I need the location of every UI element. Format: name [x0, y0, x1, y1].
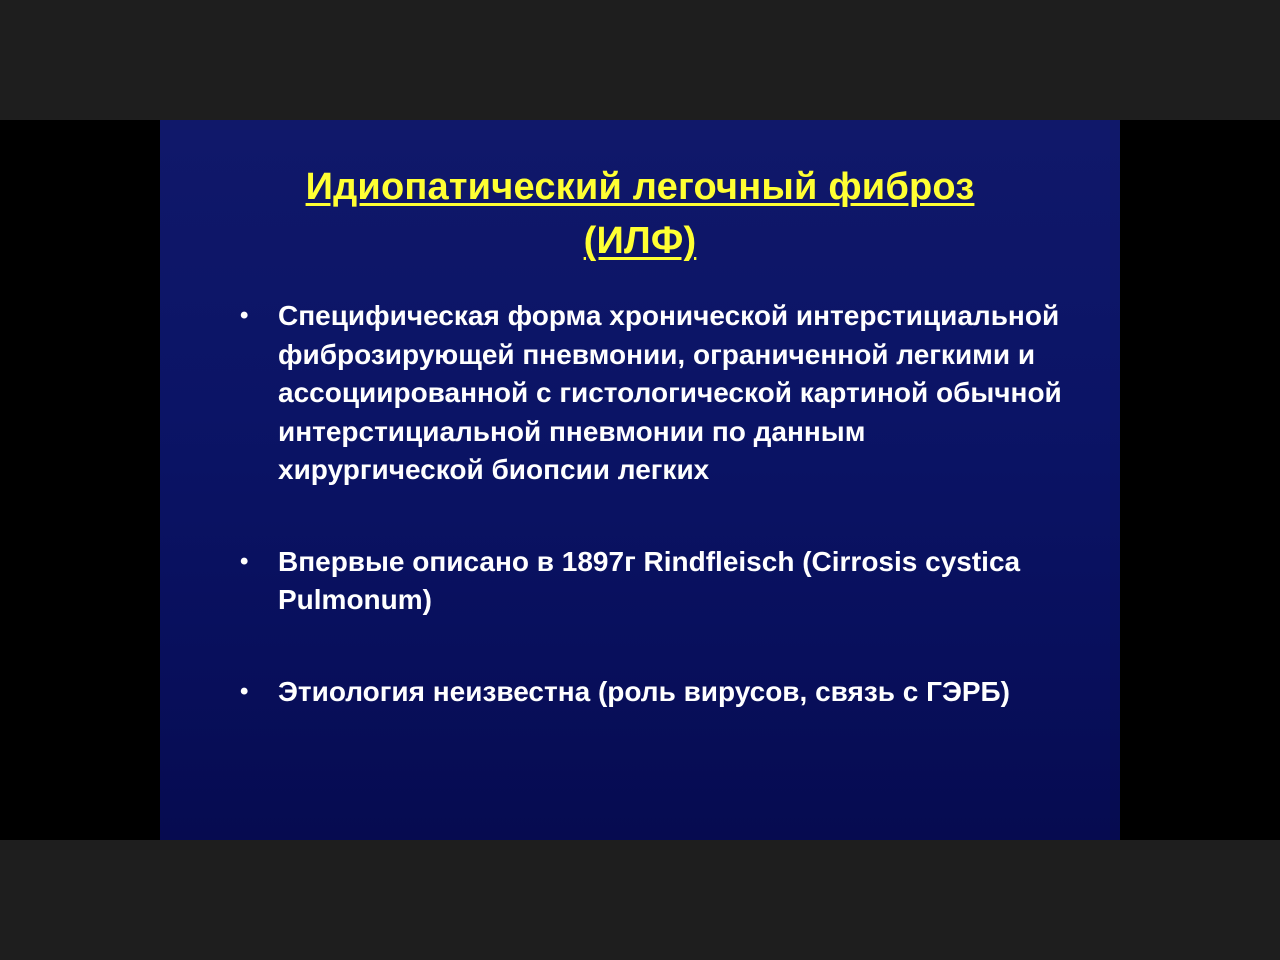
bullet-text: Этиология неизвестна (роль вирусов, связь с ГЭРБ) — [278, 675, 1011, 707]
bullet-text: Впервые описано в 1897г Rindfleisch (Cirrosis cystica Pulmonum) — [278, 545, 1021, 615]
bottom-letterbox-bar — [0, 840, 1280, 960]
bullet-text: Специфическая форма хронической интерстициальной фиброзирующей пневмонии, ограниченной легкими и ассоциированной с гистологической картиной обычной интерстициальной пневмонии по данным хирургической биопсии легких — [278, 300, 1062, 485]
bullet-dot-icon: • — [240, 677, 249, 705]
slide-title-line-2: (ИЛФ) — [583, 220, 697, 262]
top-letterbox-bar — [0, 0, 1280, 120]
bullet-item — [240, 543, 1070, 620]
bullet-item — [240, 673, 1070, 712]
bullet-list — [240, 297, 1070, 711]
bullet-dot-icon: • — [240, 547, 249, 575]
presentation-slide — [160, 120, 1120, 840]
slide-title — [160, 160, 1120, 268]
slide-title-line-1: Идиопатический легочный фиброз — [305, 166, 975, 208]
bullet-dot-icon: • — [240, 302, 249, 329]
bullet-item — [240, 297, 1070, 490]
